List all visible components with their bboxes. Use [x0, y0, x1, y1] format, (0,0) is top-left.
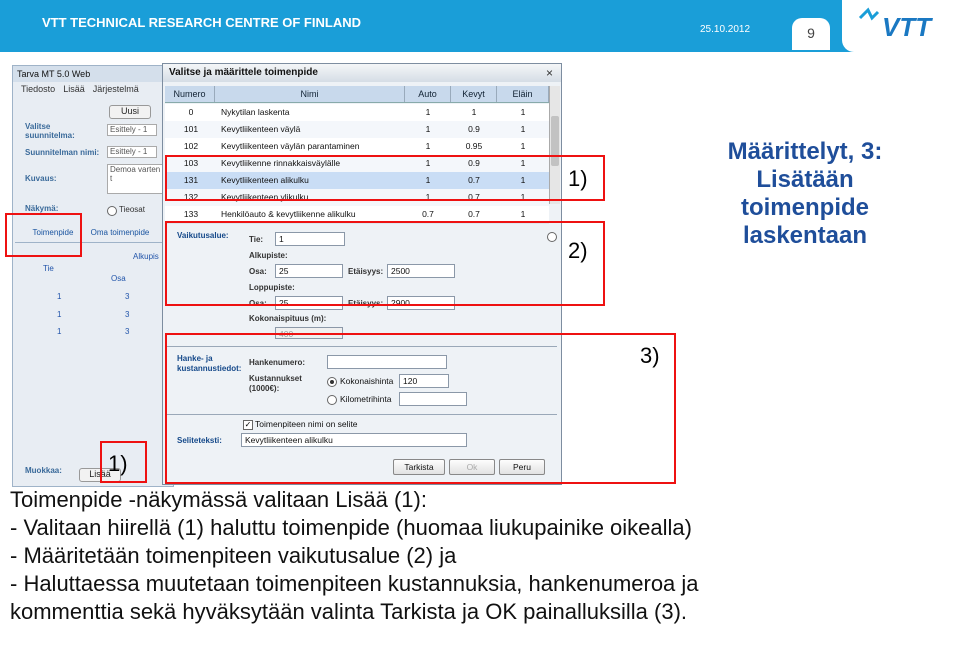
row-1-tie: 1	[57, 292, 62, 301]
cell-kevyt: 0.7	[468, 209, 480, 219]
cell-name: Kevytliikenteen väylän parantaminen	[221, 141, 360, 151]
title-line-2: Lisätään	[756, 166, 854, 193]
selite-checkbox[interactable]: ✓	[244, 420, 252, 429]
cell-name: Henkilöauto & kevytliikenne alikulku	[221, 209, 356, 219]
annotation-box-3	[165, 333, 676, 484]
cell-kevyt: 0.7	[468, 192, 480, 202]
table-row[interactable]	[165, 121, 549, 139]
seliteteksti-label: Seliteteksti:	[177, 436, 222, 445]
alku-osa-input[interactable]: 25	[275, 264, 343, 278]
cell-num: 131	[183, 175, 199, 185]
logo-text: VTT	[882, 12, 932, 42]
alku-etaisyys-input[interactable]: 2500	[387, 264, 455, 278]
plan-name-input[interactable]: Esittely - 1	[107, 146, 157, 158]
header-org: VTT TECHNICAL RESEARCH CENTRE OF FINLAND	[42, 15, 361, 30]
slide-title	[680, 138, 930, 250]
alku-etaisyys-label: Etäisyys:	[348, 267, 384, 276]
tie-label: Tie:	[249, 235, 264, 244]
app-title: Tarva MT 5.0 Web	[13, 66, 173, 82]
tie-input[interactable]: 1	[275, 232, 345, 246]
annotation-1b: 1)	[108, 451, 128, 476]
title-line-4: laskentaan	[742, 222, 868, 249]
background-app-window	[12, 65, 174, 487]
col-nimi[interactable]: Nimi	[215, 86, 405, 102]
cell-auto: 1	[425, 175, 431, 185]
tab-oma-toimenpide[interactable]: Oma toimenpide	[90, 228, 150, 237]
col-kevyt[interactable]: Kevyt	[451, 86, 497, 102]
app-menu	[13, 84, 173, 98]
row-1-osa: 3	[125, 292, 130, 301]
cell-kevyt: 0.9	[468, 124, 480, 134]
menu-tiedosto[interactable]: Tiedosto	[21, 84, 56, 94]
col-alkupiste: Alkupis	[133, 252, 159, 261]
annotation-box-tab	[5, 213, 82, 257]
vaikutusalue-label: Vaikutusalue:	[177, 231, 229, 240]
plan-label: Valitse suunnitelma:	[25, 122, 75, 140]
cell-auto: 1	[425, 107, 431, 117]
kokonaispituus-label: Kokonaispituus (m):	[249, 314, 327, 323]
alku-osa-label: Osa:	[249, 267, 267, 276]
view-label: Näkymä:	[25, 204, 59, 213]
page-number: 9	[792, 18, 830, 50]
row-2-osa: 3	[125, 310, 130, 319]
cell-num: 102	[183, 141, 199, 151]
col-elain[interactable]: Eläin	[497, 86, 549, 102]
cell-elain: 1	[520, 141, 526, 151]
cell-auto: 0.7	[422, 209, 434, 219]
cell-num: 133	[183, 209, 199, 219]
hankenumero-label: Hankenumero:	[249, 358, 306, 367]
add-button[interactable]: Lisää	[79, 468, 121, 482]
hanke-label: Hanke- ja kustannustiedot:	[177, 354, 242, 373]
vtt-logo-icon	[842, 0, 960, 52]
kokonaishinta-input[interactable]: 120	[399, 374, 449, 388]
body-line-1: Toimenpide -näkymässä valitaan Lisää (1):	[10, 487, 427, 512]
annotation-box-2	[165, 221, 605, 306]
cell-elain: 1	[520, 175, 526, 185]
tab-toimenpide[interactable]: Toimenpide	[32, 228, 74, 237]
seliteteksti-input[interactable]: Kevytliikenteen alikulku	[241, 433, 467, 447]
title-line-3: toimenpide	[740, 194, 869, 221]
cell-elain: 1	[520, 124, 526, 134]
grid-header	[165, 86, 549, 103]
tarkista-button[interactable]: Tarkista	[393, 459, 445, 475]
col-osa: Osa	[111, 274, 126, 283]
peru-button[interactable]: Peru	[499, 459, 545, 475]
body-line-5: kommenttia sekä hyväksytään valinta Tarkista ja OK painalluksilla (3).	[10, 599, 688, 624]
annotation-2: 2)	[568, 238, 588, 263]
cell-num: 103	[183, 158, 199, 168]
body-line-2: - Valitaan hiirellä (1) haluttu toimenpide (huomaa liukupainike oikealla)	[10, 515, 692, 540]
view-radio[interactable]	[107, 206, 117, 216]
table-row[interactable]	[165, 138, 549, 156]
annotation-box-1	[165, 155, 605, 201]
cell-auto: 1	[425, 192, 431, 202]
vtt-logo	[842, 0, 960, 52]
row-2-tie: 1	[57, 310, 62, 319]
kilometrihinta-label: Kilometrihinta	[340, 394, 392, 404]
dialog-title: Valitse ja määrittele toimenpide	[163, 64, 561, 82]
annotation-3: 3)	[640, 343, 660, 368]
cell-kevyt: 0.9	[468, 158, 480, 168]
cell-num: 101	[183, 124, 199, 134]
body-line-4: - Haluttaessa muutetaan toimenpiteen kustannuksia, hankenumeroa ja	[10, 571, 699, 596]
kokonaishinta-label: Kokonaishinta	[340, 376, 394, 386]
header-date: 25.10.2012	[700, 24, 751, 35]
cell-auto: 1	[425, 124, 431, 134]
loppu-osa-input[interactable]: 25	[275, 296, 343, 310]
body-line-3: - Määritetään toimenpiteen vaikutusalue (2) ja	[10, 543, 457, 568]
cell-kevyt: 0.7	[468, 175, 480, 185]
col-auto[interactable]: Auto	[405, 86, 451, 102]
ok-button[interactable]: Ok	[449, 459, 495, 475]
cell-elain: 1	[520, 158, 526, 168]
cell-auto: 1	[425, 158, 431, 168]
kokonaispituus-input: 400	[275, 327, 343, 339]
col-numero[interactable]: Numero	[165, 86, 215, 102]
desc-input[interactable]: Demoa varten t	[107, 164, 163, 194]
cell-elain: 1	[520, 209, 526, 219]
loppu-etaisyys-label: Etäisyys:	[348, 299, 384, 308]
cell-auto: 1	[425, 141, 431, 151]
cell-name: Kevytliikenteen ylikulku	[221, 192, 309, 202]
new-button[interactable]: Uusi	[109, 105, 151, 119]
view-option: Tieosat	[119, 205, 145, 214]
plan-name-label: Suunnitelman nimi:	[25, 148, 100, 157]
menu-lisaa[interactable]: Lisää	[63, 84, 85, 94]
body-text	[10, 486, 955, 626]
cell-name: Nykytilan laskenta	[221, 107, 290, 117]
cell-num: 132	[183, 192, 199, 202]
loppu-osa-label: Osa:	[249, 299, 267, 308]
alkupiste-label: Alkupiste:	[249, 251, 288, 260]
cell-name: Kevytliikenteen väylä	[221, 124, 301, 134]
cell-name: Kevytliikenteen alikulku	[221, 175, 309, 185]
loppu-etaisyys-input[interactable]: 2900	[387, 296, 455, 310]
menu-jarjestelma[interactable]: Järjestelmä	[92, 84, 139, 94]
close-icon[interactable]: ×	[545, 66, 553, 80]
title-line-1: Määrittelyt, 3:	[727, 138, 883, 165]
modify-label: Muokkaa:	[25, 466, 62, 475]
cell-elain: 1	[520, 192, 526, 202]
col-tie: Tie	[43, 264, 54, 273]
row-3-osa: 3	[125, 327, 130, 336]
annotation-1: 1)	[568, 166, 588, 191]
plan-select[interactable]: Esittely - 1	[107, 124, 157, 136]
cell-name: Kevytliikenne rinnakkaisväylälle	[221, 158, 341, 168]
desc-label: Kuvaus:	[25, 174, 57, 183]
cell-elain: 1	[520, 107, 526, 117]
kustannukset-label: Kustannukset (1000€):	[249, 374, 302, 393]
checkbox-label: Toimenpiteen nimi on selite	[255, 419, 358, 429]
loppupiste-label: Loppupiste:	[249, 283, 295, 292]
cell-kevyt: 1	[471, 107, 477, 117]
row-3-tie: 1	[57, 327, 62, 336]
cell-num: 0	[188, 107, 194, 117]
table-row[interactable]	[165, 104, 549, 122]
cell-kevyt: 0.95	[465, 141, 483, 151]
